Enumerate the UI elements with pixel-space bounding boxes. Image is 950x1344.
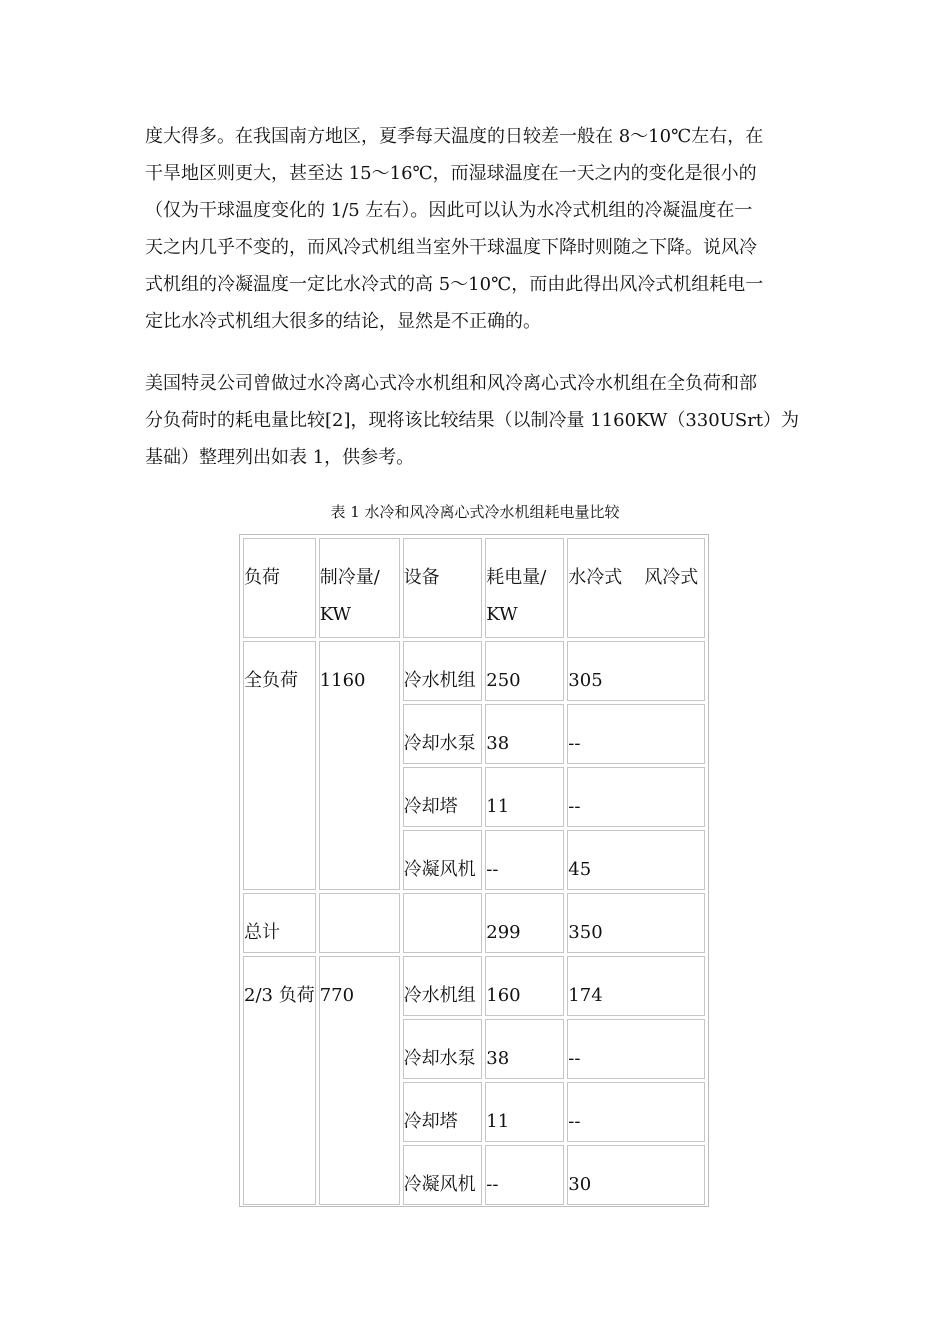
cell-water: 11 [485, 767, 564, 827]
paragraph-line: 度大得多。在我国南方地区，夏季每天温度的日较差一般在 8～10℃左右，在 [145, 126, 764, 147]
cell-air: -- [567, 704, 705, 764]
cell-water: 250 [485, 641, 564, 701]
cell-water: 38 [485, 1019, 564, 1079]
cell-equipment: 冷却水泵 [403, 1019, 483, 1079]
cell-air: 305 [567, 641, 705, 701]
cell-air: -- [567, 1082, 705, 1142]
cell-air: -- [567, 1019, 705, 1079]
header-capacity: 制冷量/ KW [319, 538, 400, 638]
header-water-cooled: 水冷式 [568, 567, 623, 588]
paragraph-line: 干旱地区则更大，甚至达 15～16℃，而湿球温度在一天之内的变化是很小的 [145, 163, 757, 184]
cell-air: 45 [567, 830, 705, 890]
header-equipment: 设备 [403, 538, 483, 638]
table-row [243, 956, 705, 1016]
header-load: 负荷 [243, 538, 316, 638]
cell-water: 38 [485, 704, 564, 764]
cell-equipment: 冷却塔 [403, 1082, 483, 1142]
cell-load: 全负荷 [243, 641, 316, 890]
paragraph-line: （仅为干球温度变化的 1/5 左右）。因此可以认为水冷式机组的冷凝温度在一 [145, 200, 753, 221]
cell-empty [319, 893, 400, 953]
cell-equipment: 冷却水泵 [403, 704, 483, 764]
cell-capacity: 770 [319, 956, 400, 1205]
paragraph-line: 分负荷时的耗电量比较[2]，现将该比较结果（以制冷量 1160KW（330USrt）为 [145, 410, 800, 431]
cell-air: -- [567, 767, 705, 827]
table-row [243, 641, 705, 701]
cell-water: -- [485, 1145, 564, 1205]
paragraph-line: 定比水冷式机组大很多的结论，显然是不正确的。 [145, 311, 541, 332]
cell-equipment: 冷水机组 [403, 641, 483, 701]
cell-load: 2/3 负荷 [243, 956, 316, 1205]
table-header-row [243, 538, 705, 638]
table-caption: 表 1 水冷和风冷离心式冷水机组耗电量比较 [330, 503, 620, 521]
power-comparison-table [239, 534, 709, 1207]
cell-total-air: 350 [567, 893, 705, 953]
cell-equipment: 冷凝风机 [403, 1145, 483, 1205]
header-air-cooled: 风冷式 [644, 567, 699, 588]
paragraph-line: 天之内几乎不变的，而风冷式机组当室外干球温度下降时则随之下降。说风冷 [145, 237, 757, 258]
cell-capacity: 1160 [319, 641, 400, 890]
cell-air: 30 [567, 1145, 705, 1205]
cell-water: -- [485, 830, 564, 890]
paragraph-line: 式机组的冷凝温度一定比水冷式的高 5～10℃，而由此得出风冷式机组耗电一 [145, 274, 764, 295]
cell-equipment: 冷凝风机 [403, 830, 483, 890]
cell-empty [403, 893, 483, 953]
cell-equipment: 冷却塔 [403, 767, 483, 827]
cell-air: 174 [567, 956, 705, 1016]
cell-equipment: 冷水机组 [403, 956, 483, 1016]
table-total-row [243, 893, 705, 953]
cell-total-label: 总计 [243, 893, 316, 953]
paragraph-line: 美国特灵公司曾做过水冷离心式冷水机组和风冷离心式冷水机组在全负荷和部 [145, 373, 757, 394]
paragraph-line: 基础）整理列出如表 1，供参考。 [145, 447, 415, 468]
cell-total-water: 299 [485, 893, 564, 953]
paragraph-1 [145, 118, 805, 340]
header-type [567, 538, 705, 638]
header-power: 耗电量/ KW [485, 538, 564, 638]
paragraph-2 [145, 365, 805, 476]
cell-water: 11 [485, 1082, 564, 1142]
cell-water: 160 [485, 956, 564, 1016]
